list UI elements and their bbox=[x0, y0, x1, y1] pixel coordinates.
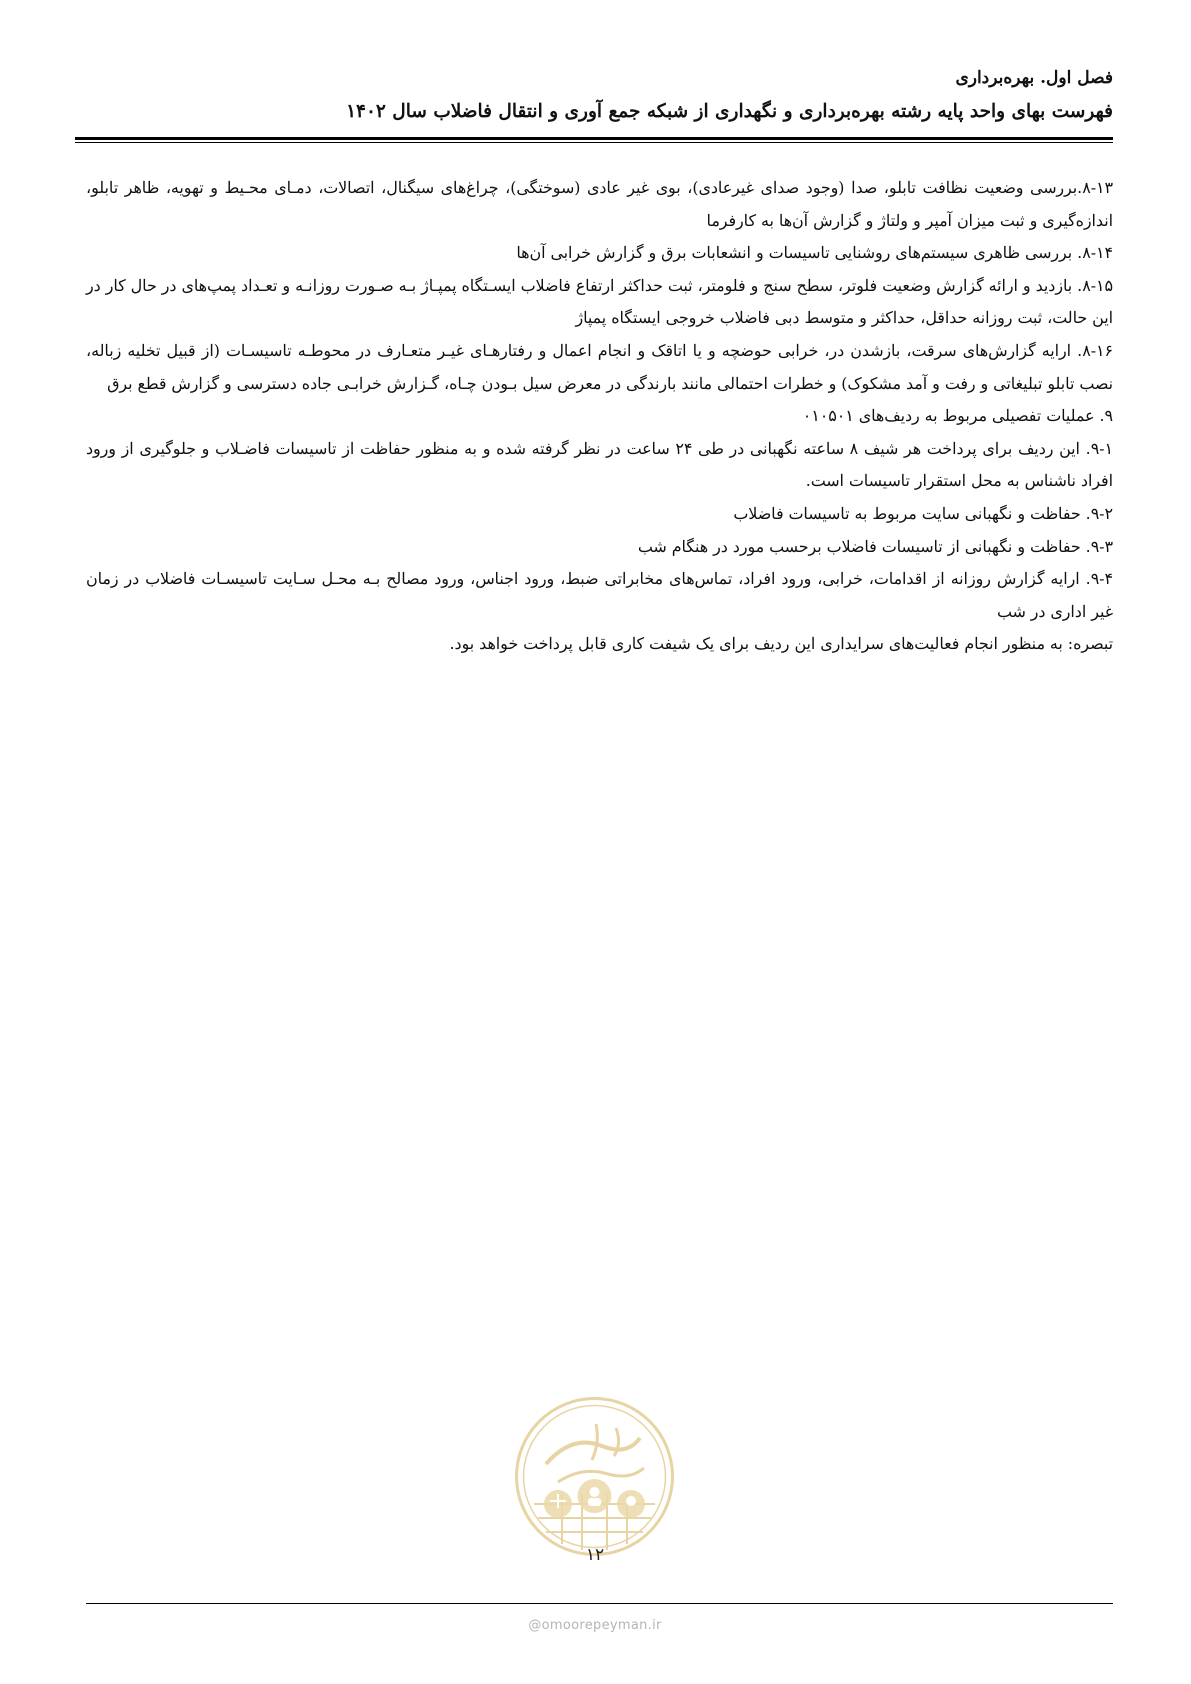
header-rule-thick bbox=[75, 137, 1113, 140]
paragraph-8-16: ۸-۱۶. ارایه گزارش‌های سرقت، بازشدن در، خرابی حوضچه و یا اتاقک و انجام اعمال و رفتارهـای غیـر متعـارف در محوطـه تاسیسـات (از قبیل تخلیه زباله، نصب تابلو تبلیغاتی و رفت و آمد مشکوک) و خطرات احتمالی مانند بارندگی در معرض سیل بـودن چـاه، گـزارش خرابـی جاده دسترسی و گزارش قطع برق bbox=[86, 340, 1113, 393]
footer-website: @omoorepeyman.ir bbox=[528, 1618, 662, 1633]
footer-rule bbox=[86, 1603, 1113, 1604]
document-title: فهرست بهای واحد پایه رشته بهره‌برداری و نگهداری از شبکه جمع آوری و انتقال فاضلاب سال ۱۴۰۲ bbox=[346, 101, 1113, 122]
paragraph-9-1: ۹-۱. این ردیف برای پرداخت هر شیف ۸ ساعته نگهبانی در طی ۲۴ ساعت در نظر گرفته شده و به منظور حفاظت از تاسیسات فاضـلاب و جلوگیری از ورود افراد ناشناس به محل استقرار تاسیسات است. bbox=[86, 438, 1113, 491]
header-rule-thin bbox=[75, 142, 1113, 143]
paragraph-9-3: ۹-۳. حفاظت و نگهبانی از تاسیسات فاضلاب برحسب مورد در هنگام شب bbox=[637, 536, 1113, 556]
watermark-logo-icon bbox=[512, 1394, 677, 1559]
chapter-title: فصل اول. بهره‌برداری bbox=[955, 68, 1113, 88]
note-paragraph: تبصره: به منظور انجام فعالیت‌های سرایداری این ردیف برای یک شیفت کاری قابل پرداخت خواهد بود. bbox=[449, 634, 1113, 654]
paragraph-9-4: ۹-۴. ارایه گزارش روزانه از اقدامات، خرابی، ورود افراد، تماس‌های مخابراتی ضبط، ورود اجناس، ورود مصالح بـه محـل سـایت تاسیسـات فاضلاب در زمان غیر اداری در شب bbox=[86, 569, 1113, 621]
paragraph-9-2: ۹-۲. حفاظت و نگهبانی سایت مربوط به تاسیسات فاضلاب bbox=[733, 503, 1113, 523]
paragraph-8-14: ۸-۱۴. بررسی ظاهری سیستم‌های روشنایی تاسیسات و انشعابات برق و گزارش خرابی آن‌ها bbox=[516, 243, 1113, 263]
page-number: ۱۲ bbox=[585, 1545, 605, 1565]
page-header bbox=[86, 62, 1113, 130]
paragraph-8-13: ۸-۱۳.بررسی وضعیت نظافت تابلو، صدا (وجود صدای غیرعادی)، بوی غیر عادی (سوختگی)، چراغ‌های سیگنال، اتصالات، دمـای محـیط و تهویه، ظاهر تابلو، اندازه‌گیری و ثبت میزان آمپر و ولتاژ و گزارش آن‌ها به کارفرما bbox=[86, 178, 1113, 230]
document-body bbox=[86, 172, 1113, 661]
paragraph-9: ۹. عملیات تفصیلی مربوط به ردیف‌های ۰۱۰۵۰۱ bbox=[802, 406, 1113, 426]
paragraph-8-15: ۸-۱۵. بازدید و ارائه گزارش وضعیت فلوتر، سطح سنج و فلومتر، ثبت حداکثر ارتفاع فاضلاب ایسـتگاه پمپـاژ بـه صـورت روزانـه و تعـداد پمپ‌های در حال کار در این حالت، ثبت روزانه حداقل، حداکثر و متوسط دبی فاضلاب خروجی ایستگاه پمپاژ bbox=[86, 275, 1113, 328]
